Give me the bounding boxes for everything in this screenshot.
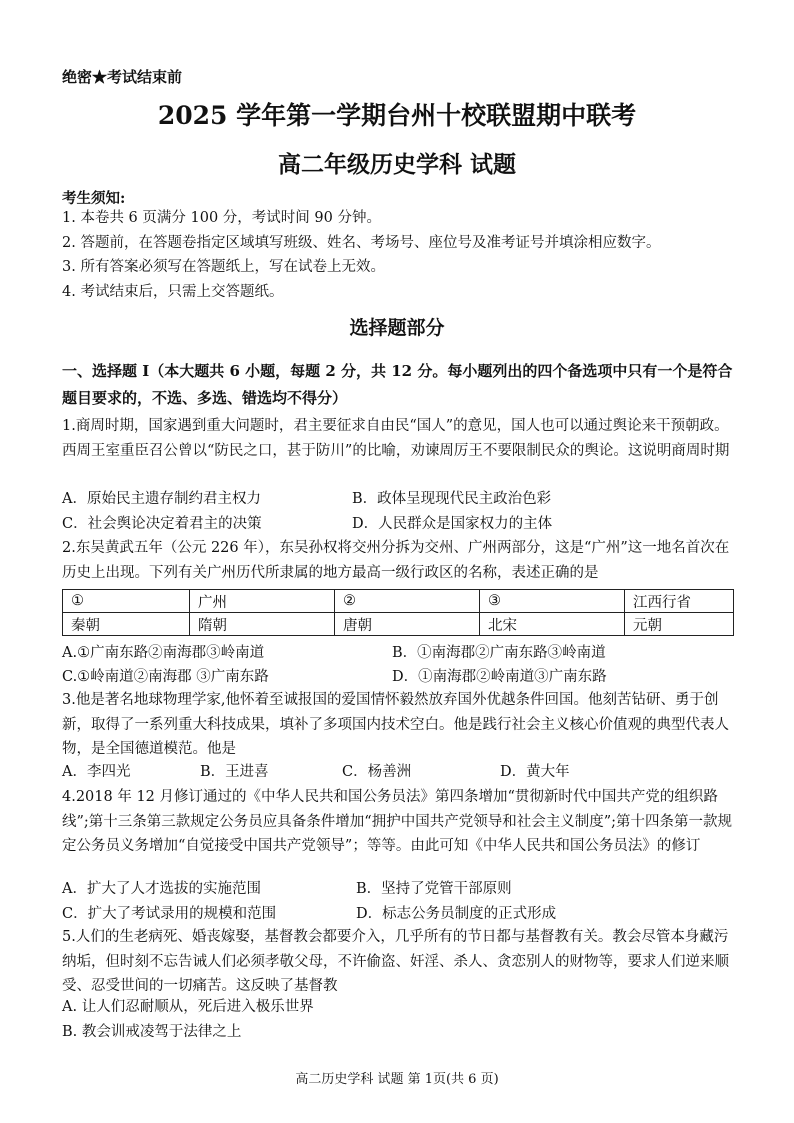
question-4-stem: 4.2018 年 12 月修订通过的《中华人民共和国公务员法》第四条增加“贯彻新时代中国共产党的组织路线”;第十三条第三款规定公务员应具备条件增加“拥护中国共产党领导和社会主义制度”;第十四条第一款规定公务员义务增加“自觉接受中国共产党领导”；等等。由此可知《中华人民共和国公务员法》的修订	[62, 789, 733, 855]
table-row	[63, 613, 734, 636]
notice-item: 4. 考试结束后，只需上交答题纸。	[62, 283, 284, 300]
q2-option-c: C.①岭南道②南海郡 ③广南东路	[62, 669, 269, 685]
q4-option-a: A．扩大了人才选拔的实施范围	[62, 881, 261, 897]
table-cell: ②	[335, 590, 480, 613]
q5-option-a: A. 让人们忍耐顺从，死后进入极乐世界	[62, 999, 314, 1015]
q2-option-d: D．①南海郡②岭南道③广南东路	[392, 669, 607, 685]
q2-option-a: A.①广南东路②南海郡③岭南道	[62, 645, 265, 661]
table-cell: 江西行省	[625, 590, 734, 613]
question-5-stem: 5.人们的生老病死、婚丧嫁娶，基督教会都要介入，几乎所有的节日都与基督教有关。教会尽管本身藏污纳垢，但时刻不忘告诫人们必须孝敬父母，不许偷盗、奸淫、杀人、贪恋别人的财物等，要求人们逆来顺受、忍受世间的一切痛苦。这反映了基督教	[62, 929, 729, 995]
notice-heading: 考生须知:	[62, 190, 126, 207]
table-cell: 秦朝	[63, 613, 190, 636]
table-cell: ③	[480, 590, 625, 613]
region-table	[62, 589, 734, 636]
q1-option-a: A．原始民主遗存制约君主权力	[62, 491, 261, 507]
section-title: 选择题部分	[349, 317, 445, 339]
q1-option-b: B．政体呈现现代民主政治色彩	[352, 491, 552, 507]
table-cell: 元朝	[625, 613, 734, 636]
q3-option-a: A．李四光	[62, 764, 131, 780]
confidential-label: 绝密★考试结束前	[62, 68, 183, 86]
question-2-stem: 2.东吴黄武五年（公元 226 年），东吴孙权将交州分拆为交州、广州两部分，这是“广州”这一地名首次在历史上出现。下列有关广州历代所隶属的地方最高一级行政区的名称，表述正确的是	[62, 540, 730, 581]
q3-option-c: C．杨善洲	[342, 764, 412, 780]
exam-title: 2025 学年第一学期台州十校联盟期中联考	[157, 101, 637, 130]
q4-option-b: B．坚持了党管干部原则	[356, 881, 512, 897]
q3-option-b: B．王进喜	[200, 764, 269, 780]
table-cell: 广州	[190, 590, 335, 613]
q2-option-b: B．①南海郡②广南东路③岭南道	[392, 645, 606, 661]
q1-option-d: D．人民群众是国家权力的主体	[352, 516, 553, 532]
table-row	[63, 590, 734, 613]
notice-item: 3. 所有答案必须写在答题纸上，写在试卷上无效。	[62, 259, 385, 275]
q3-option-d: D．黄大年	[500, 764, 570, 780]
page-footer: 高二历史学科 试题 第 1页(共 6 页)	[295, 1072, 499, 1087]
question-3-stem: 3.他是著名地球物理学家,他怀着至诚报国的爱国情怀毅然放弃国外优越条件回国。他刻苦钻研、勇于创新，取得了一系列重大科技成果，填补了多项国内技术空白。他是践行社会主义核心价值观的典型代表人物，是全国德道模范。他是	[62, 692, 729, 758]
part-heading: 一、选择题 Ⅰ（本大题共 6 小题，每题 2 分，共 12 分。每小题列出的四个备选项中只有一个是符合题目要求的，不选、多选、错选均不得分）	[62, 362, 733, 407]
table-cell: ①	[63, 590, 190, 613]
question-1-stem: 1.商周时期，国家遇到重大问题时，君主要征求自由民“国人”的意见，国人也可以通过舆论来干预朝政。西周王室重臣召公曾以“防民之口，甚于防川”的比喻，劝谏周厉王不要限制民众的舆论。这说明商周时期	[62, 418, 730, 459]
notice-list	[62, 206, 742, 304]
q4-option-d: D．标志公务员制度的正式形成	[356, 906, 557, 922]
q4-option-c: C．扩大了考试录用的规模和范围	[62, 906, 277, 922]
q5-option-b: B. 教会训戒凌驾于法律之上	[62, 1024, 242, 1040]
table-cell: 隋朝	[190, 613, 335, 636]
notice-item: 2. 答题前，在答题卷指定区域填写班级、姓名、考场号、座位号及准考证号并填涂相应数字。	[62, 234, 661, 251]
q1-option-c: C．社会舆论决定着君主的决策	[62, 516, 262, 532]
exam-subtitle: 高二年级历史学科 试题	[277, 151, 516, 178]
table-cell: 北宋	[480, 613, 625, 636]
notice-item: 1. 本卷共 6 页满分 100 分，考试时间 90 分钟。	[62, 210, 381, 226]
table-cell: 唐朝	[335, 613, 480, 636]
